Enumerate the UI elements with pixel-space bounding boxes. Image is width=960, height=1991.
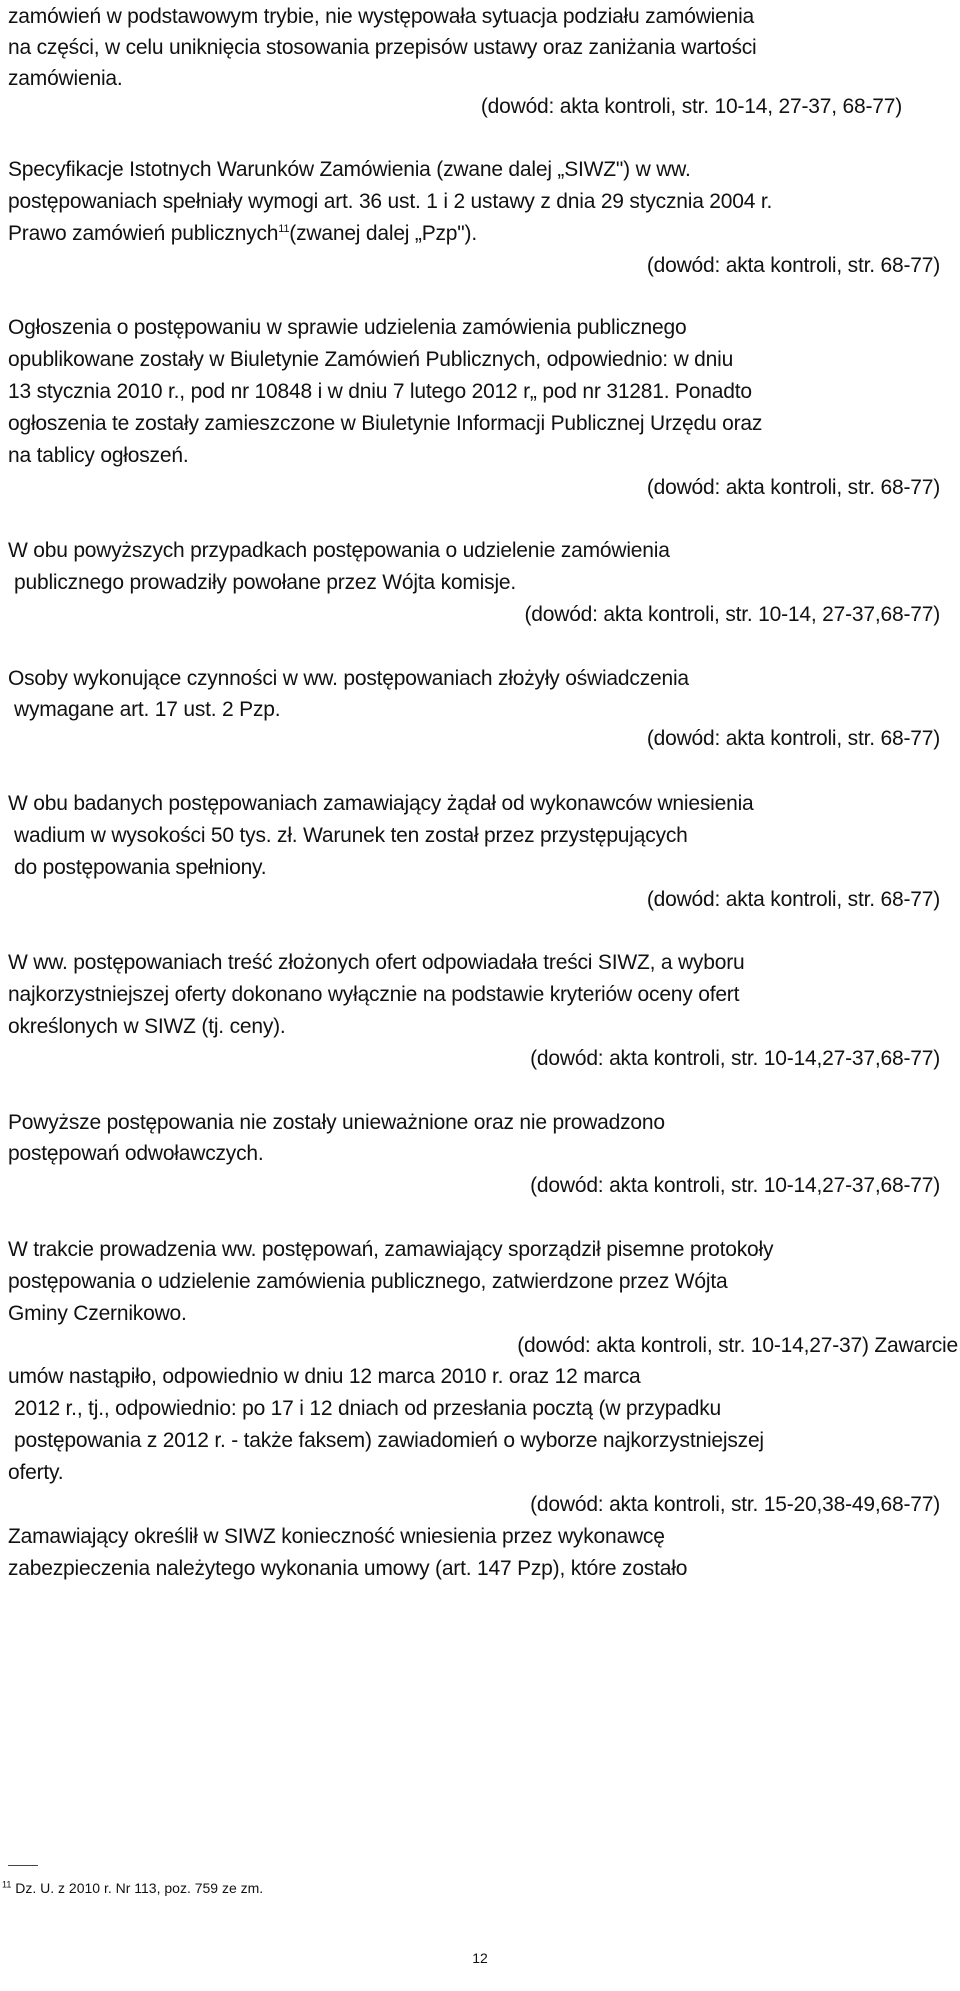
footnote-separator bbox=[8, 1865, 38, 1866]
text-line: W trakcie prowadzenia ww. postępowań, zamawiający sporządził pisemne protokoły bbox=[8, 1238, 774, 1261]
text-line: postępowania z 2012 r. - także faksem) zawiadomień o wyborze najkorzystniejszej bbox=[14, 1429, 764, 1452]
text-line: W obu badanych postępowaniach zamawiający żądał od wykonawców wniesienia bbox=[8, 792, 754, 815]
evidence-reference: (dowód: akta kontroli, str. 10-14,27-37,68-77) bbox=[530, 1047, 940, 1070]
evidence-reference: (dowód: akta kontroli, str. 10-14, 27-37,68-77) bbox=[524, 603, 940, 626]
text-line: zamówienia. bbox=[8, 67, 123, 90]
evidence-reference: (dowód: akta kontroli, str. 68-77) bbox=[646, 727, 940, 750]
text-line: Powyższe postępowania nie zostały unieważnione oraz nie prowadzono bbox=[8, 1111, 665, 1134]
text-line: najkorzystniejszej oferty dokonano wyłącznie na podstawie kryteriów oceny ofert bbox=[8, 983, 740, 1006]
text-segment: (zwanej dalej „Pzp"). bbox=[289, 222, 477, 245]
text-line: Ogłoszenia o postępowaniu w sprawie udzielenia zamówienia publicznego bbox=[8, 316, 687, 339]
text-line: 13 stycznia 2010 r., pod nr 10848 i w dniu 7 lutego 2012 r„ pod nr 31281. Ponadto bbox=[8, 380, 752, 403]
evidence-reference: (dowód: akta kontroli, str. 10-14,27-37,68-77) bbox=[530, 1174, 940, 1197]
page-number: 12 bbox=[472, 1950, 488, 1966]
text-line: publicznego prowadziły powołane przez Wójta komisje. bbox=[14, 571, 517, 594]
text-line: postępowań odwoławczych. bbox=[8, 1142, 264, 1165]
text-line: oferty. bbox=[8, 1461, 64, 1484]
text-line: wadium w wysokości 50 tys. zł. Warunek ten został przez przystępujących bbox=[14, 824, 688, 847]
text-line: określonych w SIWZ (tj. ceny). bbox=[8, 1015, 286, 1038]
text-line: W ww. postępowaniach treść złożonych ofert odpowiadała treści SIWZ, a wyboru bbox=[8, 951, 745, 974]
text-line: W obu powyższych przypadkach postępowania o udzielenie zamówienia bbox=[8, 539, 670, 562]
text-line: Osoby wykonujące czynności w ww. postępowaniach złożyły oświadczenia bbox=[8, 667, 689, 690]
text-line: 2012 r., tj., odpowiednio: po 17 i 12 dniach od przesłania pocztą (w przypadku bbox=[14, 1397, 722, 1420]
text-line: na części, w celu uniknięcia stosowania przepisów ustawy oraz zaniżania wartości bbox=[8, 36, 757, 59]
text-line: postępowaniach spełniały wymogi art. 36 ust. 1 i 2 ustawy z dnia 29 stycznia 2004 r. bbox=[8, 190, 773, 213]
text-line: zabezpieczenia należytego wykonania umowy (art. 147 Pzp), które zostało bbox=[8, 1557, 688, 1580]
text-line: opublikowane zostały w Biuletynie Zamówień Publicznych, odpowiednio: w dniu bbox=[8, 348, 734, 371]
footnote-marker: 11 bbox=[2, 1879, 12, 1890]
evidence-reference: (dowód: akta kontroli, str. 68-77) bbox=[646, 254, 940, 277]
text-line: umów nastąpiło, odpowiednio w dniu 12 marca 2010 r. oraz 12 marca bbox=[8, 1365, 641, 1388]
text-line: zamówień w podstawowym trybie, nie występowała sytuacja podziału zamówienia bbox=[8, 5, 755, 28]
text-line: postępowania o udzielenie zamówienia publicznego, zatwierdzone przez Wójta bbox=[8, 1270, 728, 1293]
footnote-marker: 11 bbox=[278, 223, 290, 235]
text-line: Specyfikacje Istotnych Warunków Zamówienia (zwane dalej „SIWZ") w ww. bbox=[8, 158, 691, 181]
footnote bbox=[2, 1880, 263, 1896]
text-line: na tablicy ogłoszeń. bbox=[8, 444, 189, 467]
evidence-reference: (dowód: akta kontroli, str. 10-14, 27-37, 68-77) bbox=[480, 95, 902, 118]
text-line: do postępowania spełniony. bbox=[14, 856, 267, 879]
text-line: wymagane art. 17 ust. 2 Pzp. bbox=[14, 698, 281, 721]
text-line: ogłoszenia te zostały zamieszczone w Biuletynie Informacji Publicznej Urzędu oraz bbox=[8, 412, 763, 435]
evidence-reference: (dowód: akta kontroli, str. 68-77) bbox=[646, 476, 940, 499]
evidence-reference: (dowód: akta kontroli, str. 15-20,38-49,68-77) bbox=[530, 1493, 940, 1516]
text-line: Gminy Czernikowo. bbox=[8, 1302, 187, 1325]
text-line: Zamawiający określił w SIWZ konieczność wniesienia przez wykonawcę bbox=[8, 1525, 665, 1548]
text-segment: Prawo zamówień publicznych bbox=[8, 222, 279, 245]
evidence-reference: (dowód: akta kontroli, str. 68-77) bbox=[646, 888, 940, 911]
footnote-text: Dz. U. z 2010 r. Nr 113, poz. 759 ze zm. bbox=[15, 1880, 264, 1896]
evidence-reference: (dowód: akta kontroli, str. 10-14,27-37) Zawarcie bbox=[517, 1334, 958, 1357]
text-line bbox=[8, 221, 477, 247]
